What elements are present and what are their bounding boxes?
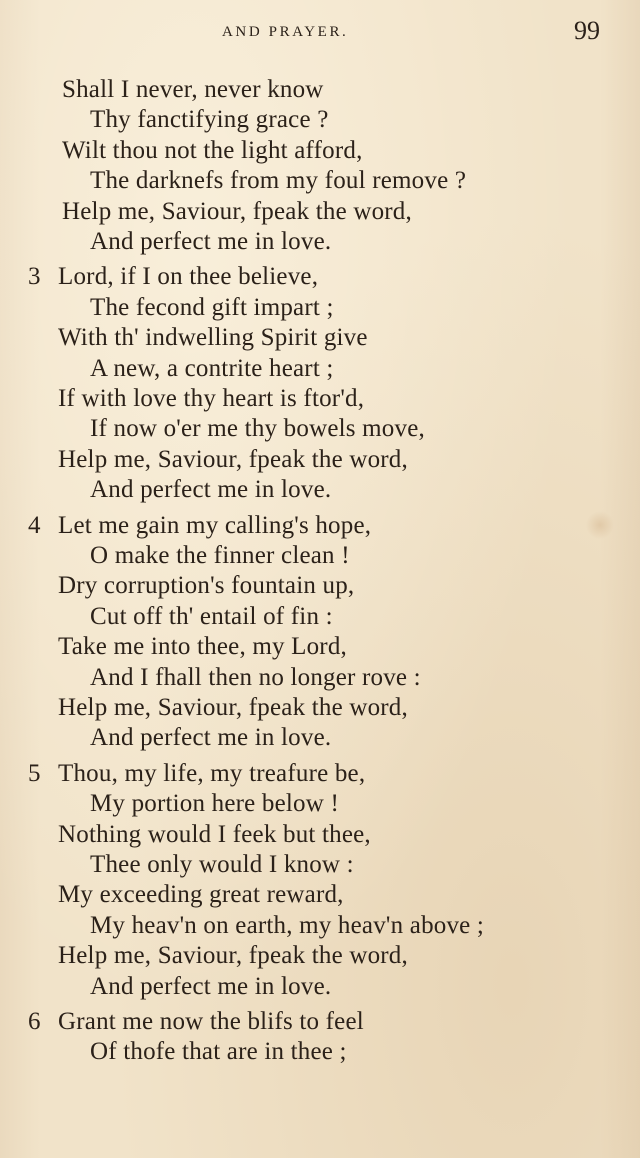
verse-line: Let me gain my calling's hope, [58,512,372,539]
verse-number: 5 [28,760,41,787]
verse-line: Thee only would I know : [90,851,354,878]
verse-number: 4 [28,512,41,539]
verse-line: Help me, Saviour, fpeak the word, [58,446,408,473]
verse-line: O make the finner clean ! [90,542,350,569]
verse-line: If now o'er me thy bowels move, [90,415,425,442]
verse-line: Thou, my life, my treafure be, [58,760,366,787]
verse-line: And perfect me in love. [90,973,332,1000]
verse-line: My heav'n on earth, my heav'n above ; [90,912,485,939]
verse-line: If with love thy heart is ftor'd, [58,385,365,412]
verse-line: Help me, Saviour, fpeak the word, [62,198,412,225]
verse-line: Of thofe that are in thee ; [90,1038,347,1065]
verse-line: And perfect me in love. [90,476,332,503]
verse-line: Shall I never, never know [62,76,324,103]
verse-line: My exceeding great reward, [58,881,344,908]
verse-line: Grant me now the blifs to feel [58,1008,364,1035]
verse-line: Lord, if I on thee believe, [58,263,319,290]
verse-line: The fecond gift impart ; [90,294,334,321]
verse-line: Take me into thee, my Lord, [58,633,347,660]
verse-line: And perfect me in love. [90,228,332,255]
verse-line: My portion here below ! [90,790,339,817]
verse-line: A new, a contrite heart ; [90,355,334,382]
verse-line: Cut off th' entail of fin : [90,603,333,630]
running-title: AND PRAYER. [222,24,349,40]
verse-number: 6 [28,1008,41,1035]
verse-line: Wilt thou not the light afford, [62,137,363,164]
verse-line: With th' indwelling Spirit give [58,324,368,351]
verse-line: Dry corruption's fountain up, [58,572,355,599]
verse-line: Nothing would I feek but thee, [58,821,371,848]
verse-line: The darknefs from my foul remove ? [90,167,467,194]
verse-line: Thy fanctifying grace ? [90,106,329,133]
page-number: 99 [574,16,600,45]
verse-number: 3 [28,263,41,290]
verse-line: And perfect me in love. [90,724,332,751]
verse-line: Help me, Saviour, fpeak the word, [58,694,408,721]
verse-line: Help me, Saviour, fpeak the word, [58,942,408,969]
running-header [0,16,640,46]
verse-line: And I fhall then no longer rove : [90,664,421,691]
